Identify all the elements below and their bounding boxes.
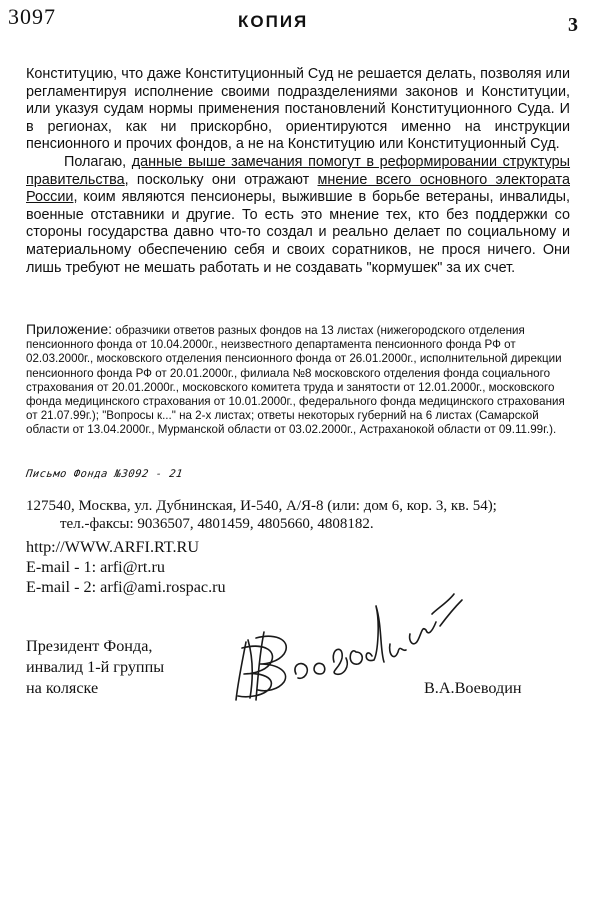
email-1-link[interactable]: E-mail - 1: arfi@rt.ru bbox=[26, 558, 165, 576]
handwritten-note: Письмо Фонда №3092 - 21 bbox=[25, 468, 184, 480]
address-block bbox=[26, 497, 582, 533]
appendix-block bbox=[26, 322, 572, 438]
appendix-text: образчики ответов разных фондов на 13 листах (нижегородского отделения пенсионного фонда от 10.04.2000г., неизвестного департамента пенсионного фонда РФ от 02.03.2000г., московского отделения пенсионного фонда от 26.01.2000г., исполнительной дирекции пенсионного фонда РФ от 20.01.2000г., филиала №8 московского отделения фонда социального страхования от 20.01.2000г., московского комитета труда и занятости от 12.01.2000г., московского фонда медицинского страхования от 10.01.2000г., федерального фонда медицинского страхования от 21.07.99г.); "Вопросы к..." на 2-х листах; ответы некоторых губерний на 6 листах (Самарской области от 13.04.2000г., Мурманской области от 03.02.2000г., Астраханокой области от 09.11.99г.). bbox=[26, 324, 565, 437]
letter-body bbox=[26, 66, 570, 277]
underlined-phrase-reform: данные выше замечания помогут в реформировании структуры правительства bbox=[26, 153, 571, 188]
paragraph-text: , поскольку они отражают bbox=[124, 171, 318, 188]
website-link[interactable]: http://WWW.ARFI.RT.RU bbox=[26, 538, 200, 556]
position-line: на коляске bbox=[26, 679, 99, 698]
paragraph-text: , коим являются пенсионеры, выжившие в борьбе ветераны, инвалиды, военные отставники и другие. То есть это мнение тех, кто без поддержки со стороны государства давно что-то создал и реально делает по социальному и материальному обеспечению себя и своих соратников, не прося ничего. Они лишь требуют не мешать работать и не создавать "кормушек" за их счет. bbox=[26, 189, 570, 276]
position-line: Президент Фонда, bbox=[26, 637, 153, 655]
signatory-position bbox=[26, 636, 164, 700]
position-line: инвалид 1-й группы bbox=[26, 658, 165, 677]
page-number: 3 bbox=[568, 14, 578, 36]
paragraph-text: Полагаю, bbox=[64, 153, 132, 170]
paragraph-conclusion bbox=[26, 154, 570, 277]
email-2-link[interactable]: E-mail - 2: arfi@ami.rospac.ru bbox=[26, 578, 226, 596]
underlined-phrase-electorate: мнение всего основного электората России bbox=[26, 171, 570, 206]
appendix-label: Приложение: bbox=[26, 321, 113, 337]
signatory-name: В.А.Воеводин bbox=[424, 679, 522, 697]
web-contacts bbox=[26, 537, 226, 597]
phone-fax-numbers: тел.-факсы: 9036507, 4801459, 4805660, 4808182. bbox=[60, 516, 374, 532]
paragraph-constitution: Конституцию, что даже Конституционный Суд не решается делать, позволяя или регламентируя исполнение своими подразделениями законов и Конституции, или указуя судам нормы применения постановлений Конституционного Суда. И в регионах, как ни прискорбно, ориентируются именно на инструкции пенсионного и прочих фондов, а не на Конституцию или Конституционный Суд. bbox=[26, 66, 570, 153]
copy-stamp-title: КОПИЯ bbox=[238, 12, 309, 31]
postal-address: 127540, Москва, ул. Дубнинская, И-540, А/Я-8 (или: дом 6, кор. 3, кв. 54); bbox=[26, 498, 497, 514]
document-number: 3097 bbox=[8, 4, 56, 29]
